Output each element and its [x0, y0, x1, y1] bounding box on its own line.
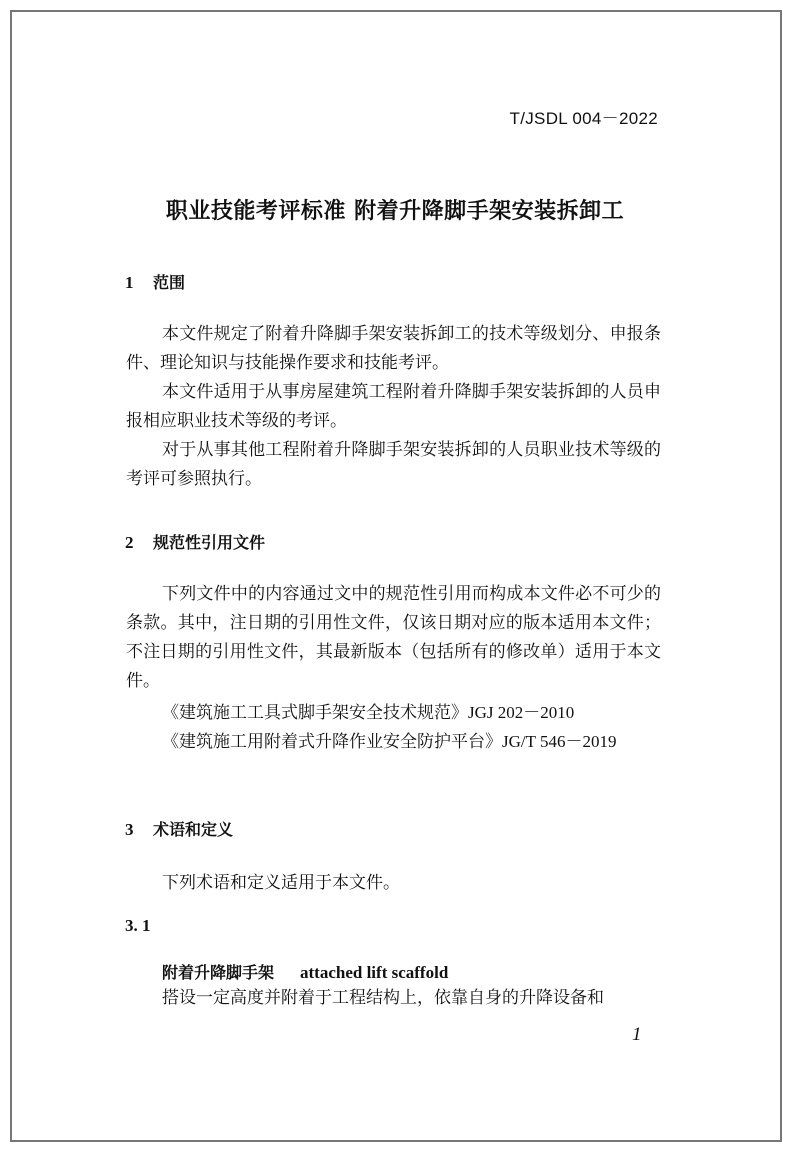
section-1-paragraph-3: 对于从事其他工程附着升降脚手架安装拆卸的人员职业技术等级的考评可参照执行。 [126, 440, 661, 489]
section-3-number: 3 [125, 820, 134, 839]
section-1-title: 范围 [153, 273, 186, 292]
section-3-title: 术语和定义 [153, 820, 234, 839]
section-2-heading [125, 530, 265, 553]
term-english: attached lift scaffold [300, 963, 449, 982]
section-2-title: 规范性引用文件 [153, 533, 266, 552]
section-2-number: 2 [125, 533, 134, 552]
term-chinese: 附着升降脚手架 [162, 963, 275, 982]
section-3-paragraph: 下列术语和定义适用于本文件。 [162, 873, 400, 893]
section-2-paragraph: 下列文件中的内容通过文中的规范性引用而构成本文件必不可少的条款。其中，注日期的引用性文件，仅该日期对应的版本适用本文件；不注日期的引用性文件，其最新版本（包括所有的修改单）适用于本文件。 [126, 584, 661, 691]
reference-1-code: JGJ 202－2010 [468, 703, 575, 722]
reference-1-title: 《建筑施工工具式脚手架安全技术规范》 [162, 703, 468, 723]
section-3-heading [125, 817, 233, 840]
page-number: 1 [632, 1024, 642, 1045]
document-title: 职业技能考评标准 附着升降脚手架安装拆卸工 [165, 199, 625, 224]
term-definition: 搭设一定高度并附着于工程结构上，依靠自身的升降设备和 [162, 988, 604, 1008]
standard-code: T/JSDL 004－2022 [509, 109, 658, 128]
reference-2-title: 《建筑施工用附着式升降作业安全防护平台》 [162, 732, 502, 752]
reference-1 [126, 698, 661, 728]
reference-2-code: JG/T 546－2019 [502, 732, 617, 751]
term-entry [162, 960, 448, 983]
reference-2 [126, 727, 661, 757]
section-1-paragraph-2: 本文件适用于从事房屋建筑工程附着升降脚手架安装拆卸的人员申报相应职业技术等级的考评。 [126, 382, 661, 431]
section-1-number: 1 [125, 273, 134, 292]
subsection-3-1-number: 3. 1 [125, 916, 151, 935]
section-1-heading [125, 270, 185, 293]
section-1-paragraph-1: 本文件规定了附着升降脚手架安装拆卸工的技术等级划分、申报条件、理论知识与技能操作要求和技能考评。 [126, 324, 661, 373]
